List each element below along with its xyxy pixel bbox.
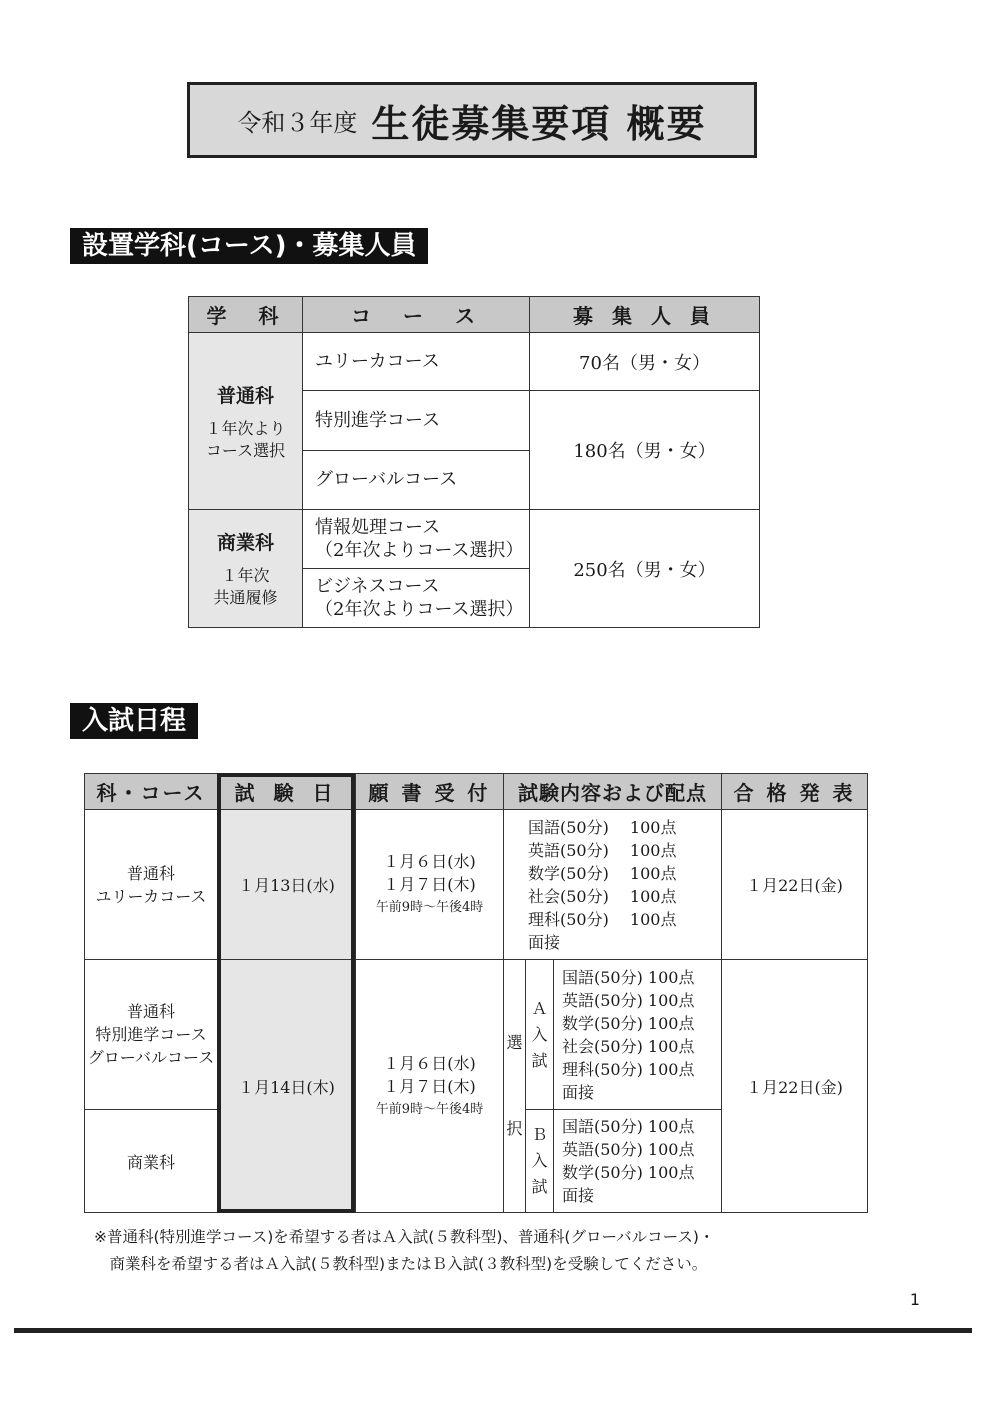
row2-exam-date: １月14日(木) bbox=[218, 960, 356, 1213]
row2-course-special: 特別進学コース bbox=[95, 1025, 207, 1044]
dept-general-sub1: １年次より bbox=[205, 418, 286, 438]
row1-app-date2: １月７日(木) bbox=[383, 875, 476, 894]
course-business bbox=[303, 569, 530, 628]
row1-subject: 社会(50分) 100点 bbox=[528, 886, 677, 906]
select-char: 択 bbox=[506, 1119, 523, 1138]
header-result: 合 格 発 表 bbox=[722, 774, 868, 810]
course-business-note: （2年次よりコース選択） bbox=[315, 599, 524, 620]
dept-general-name: 普通科 bbox=[216, 384, 274, 407]
dept-general-cell bbox=[189, 333, 303, 510]
schedule-table bbox=[84, 773, 868, 1213]
page-number: 1 bbox=[909, 1290, 920, 1309]
dept-commerce-name: 商業科 bbox=[216, 532, 274, 554]
row2-course-global: グローバルコース bbox=[87, 1048, 215, 1067]
row1-subject: 理科(50分) 100点 bbox=[528, 909, 677, 929]
dept-commerce-sub1: １年次 bbox=[221, 566, 270, 585]
row2-dept-general bbox=[85, 960, 218, 1110]
course-eureka: ユリーカコース bbox=[303, 333, 530, 391]
header-course: コ ー ス bbox=[303, 297, 530, 333]
b-exam-char: Ｂ bbox=[531, 1125, 548, 1144]
course-info-note: （2年次よりコース選択） bbox=[315, 540, 524, 561]
b-exam-char: 入 bbox=[531, 1151, 548, 1170]
b-exam-char: 試 bbox=[531, 1177, 548, 1196]
b-exam-content bbox=[554, 1110, 722, 1213]
a-exam-content bbox=[554, 960, 722, 1110]
row2-application bbox=[356, 960, 504, 1213]
select-label bbox=[504, 960, 526, 1213]
b-exam-subject: 国語(50分) 100点 bbox=[562, 1117, 695, 1136]
select-char: 選 bbox=[506, 1033, 523, 1052]
b-exam-subject: 数学(50分) 100点 bbox=[562, 1163, 695, 1182]
bottom-rule bbox=[14, 1328, 972, 1333]
row1-interview: 面接 bbox=[528, 932, 561, 952]
capacity-eureka: 70名（男・女） bbox=[530, 333, 760, 391]
section-heading-departments: 設置学科(コース)・募集人員 bbox=[70, 228, 428, 264]
row2-app-time: 午前9時～午後4時 bbox=[375, 1101, 484, 1117]
b-exam-label bbox=[526, 1110, 554, 1213]
dept-commerce-sub2: 共通履修 bbox=[213, 588, 278, 607]
row2-app-date2: １月７日(木) bbox=[383, 1076, 476, 1096]
a-exam-subject: 数学(50分) 100点 bbox=[562, 1013, 695, 1033]
a-exam-subject: 社会(50分) 100点 bbox=[562, 1036, 695, 1056]
row1-application bbox=[356, 810, 504, 960]
row1-dept-name: 普通科 bbox=[126, 863, 175, 883]
row1-subject: 数学(50分) 100点 bbox=[528, 863, 677, 883]
row1-subject: 英語(50分) 100点 bbox=[528, 840, 677, 860]
row1-course-name: ユリーカコース bbox=[95, 886, 207, 906]
capacity-commerce: 250名（男・女） bbox=[530, 510, 760, 628]
course-business-name: ビジネスコース bbox=[315, 576, 440, 597]
a-exam-subject: 国語(50分) 100点 bbox=[562, 967, 695, 987]
dept-general-sub2: コース選択 bbox=[205, 440, 286, 460]
course-global: グローバルコース bbox=[303, 451, 530, 510]
row2-dept-name: 普通科 bbox=[126, 1002, 175, 1021]
b-exam-subject: 英語(50分) 100点 bbox=[562, 1140, 695, 1159]
exam-note-line2: 商業科を希望する者はＡ入試(５教科型)またはＢ入試(３教科型)を受験してください。 bbox=[94, 1255, 708, 1273]
header-department: 学 科 bbox=[189, 297, 303, 333]
a-exam-char: 試 bbox=[531, 1050, 548, 1070]
a-exam-subject: 英語(50分) 100点 bbox=[562, 990, 695, 1010]
exam-note bbox=[94, 1224, 894, 1278]
a-exam-interview: 面接 bbox=[562, 1082, 595, 1102]
a-exam-label bbox=[526, 960, 554, 1110]
header-dept-course: 科・コース bbox=[85, 774, 218, 810]
document-title bbox=[187, 82, 757, 158]
header-application: 願 書 受 付 bbox=[356, 774, 504, 810]
row2-app-date1: １月６日(水) bbox=[383, 1053, 476, 1073]
course-special: 特別進学コース bbox=[303, 391, 530, 451]
course-info-name: 情報処理コース bbox=[315, 517, 441, 538]
dept-commerce-cell bbox=[189, 510, 303, 628]
title-year: 令和３年度 bbox=[237, 108, 358, 137]
row1-app-date1: １月６日(水) bbox=[383, 852, 476, 871]
a-exam-char: 入 bbox=[531, 1024, 548, 1044]
row1-exam-date: １月13日(水) bbox=[218, 810, 356, 960]
header-exam-date: 試 験 日 bbox=[218, 774, 356, 810]
course-info bbox=[303, 510, 530, 569]
row1-dept bbox=[85, 810, 218, 960]
row1-result: １月22日(金) bbox=[722, 810, 868, 960]
row1-app-time: 午前9時～午後4時 bbox=[375, 900, 484, 915]
capacity-special-global: 180名（男・女） bbox=[530, 391, 760, 510]
title-main: 生徒募集要項 概要 bbox=[371, 100, 707, 146]
row2-result: １月22日(金) bbox=[722, 960, 868, 1213]
exam-note-line1: ※普通科(特別進学コース)を希望する者はＡ入試(５教科型)、普通科(グローバルコース)・ bbox=[94, 1228, 715, 1246]
capacity-table bbox=[188, 296, 760, 628]
header-exam-content: 試験内容および配点 bbox=[504, 774, 722, 810]
a-exam-char: Ａ bbox=[531, 998, 548, 1018]
row2-dept-commerce: 商業科 bbox=[85, 1110, 218, 1213]
b-exam-interview: 面接 bbox=[562, 1186, 595, 1205]
section-heading-schedule: 入試日程 bbox=[70, 703, 198, 739]
row1-exam-content bbox=[504, 810, 722, 960]
row1-subject: 国語(50分) 100点 bbox=[528, 817, 677, 837]
header-capacity: 募 集 人 員 bbox=[530, 297, 760, 333]
a-exam-subject: 理科(50分) 100点 bbox=[562, 1059, 695, 1079]
